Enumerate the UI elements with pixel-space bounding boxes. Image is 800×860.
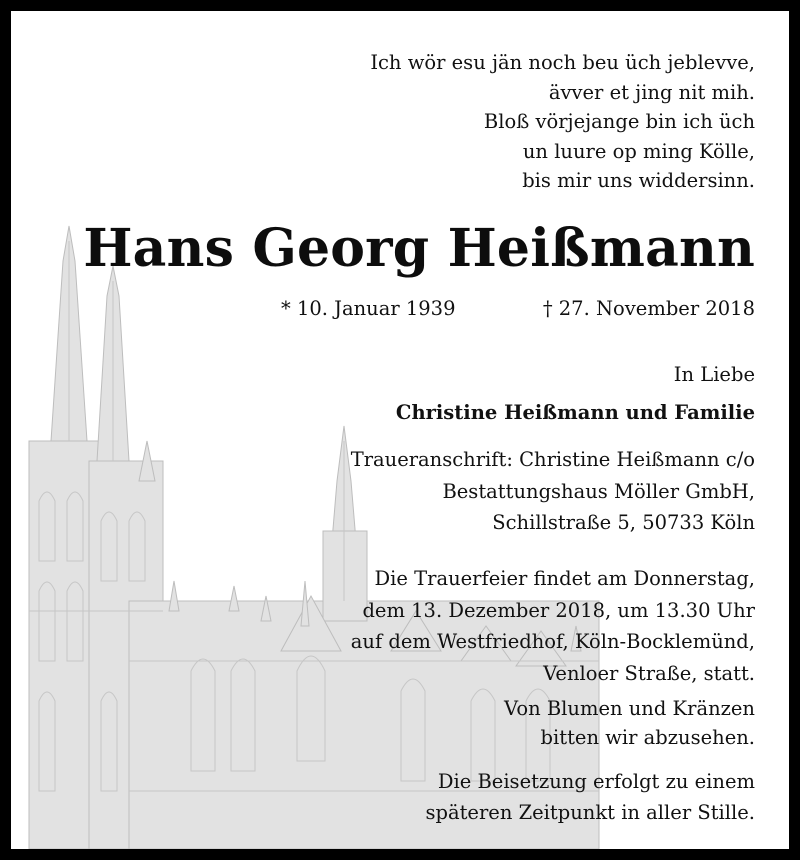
poem-line: un luure op ming Kölle, (522, 139, 755, 163)
mourning-address (351, 444, 755, 539)
service-line: Die Trauerfeier findet am Donnerstag, (374, 567, 755, 590)
funeral-service-info (351, 563, 755, 689)
flowers-line: Von Blumen und Kränzen (504, 697, 755, 720)
birth-date: * 10. Januar 1939 (281, 297, 456, 320)
poem-line: ävver et jing nit mih. (548, 80, 755, 104)
poem-line: bis mir uns widdersinn. (522, 169, 755, 192)
mourners-intro: In Liebe (673, 363, 755, 386)
death-date: † 27. November 2018 (542, 297, 755, 320)
burial-line: Die Beisetzung erfolgt zu einem (437, 770, 755, 793)
mourners-names: Christine Heißmann und Familie (395, 401, 755, 424)
address-line: Traueranschrift: Christine Heißmann c/o (350, 448, 755, 471)
burial-line: späteren Zeitpunkt in aller Stille. (425, 801, 755, 824)
service-line: Venloer Straße, statt. (543, 661, 755, 685)
deceased-name: Hans Georg Heißmann (83, 218, 755, 279)
service-line: dem 13. Dezember 2018, um 13.30 Uhr (362, 598, 755, 622)
service-line: auf dem Westfriedhof, Köln-Bocklemünd, (350, 630, 755, 653)
flowers-line: bitten wir abzusehen. (540, 726, 755, 749)
poem-line: Bloß vörjejange bin ich üch (483, 110, 755, 133)
life-dates (281, 297, 755, 325)
poem-verse (370, 48, 755, 196)
poem-line: Ich wör esu jän noch beu üch jeblevve, (370, 51, 755, 74)
address-line: Bestattungshaus Möller GmbH, (442, 479, 755, 503)
flowers-note (504, 694, 755, 752)
address-line: Schillstraße 5, 50733 Köln (492, 511, 755, 534)
burial-note (425, 766, 755, 828)
